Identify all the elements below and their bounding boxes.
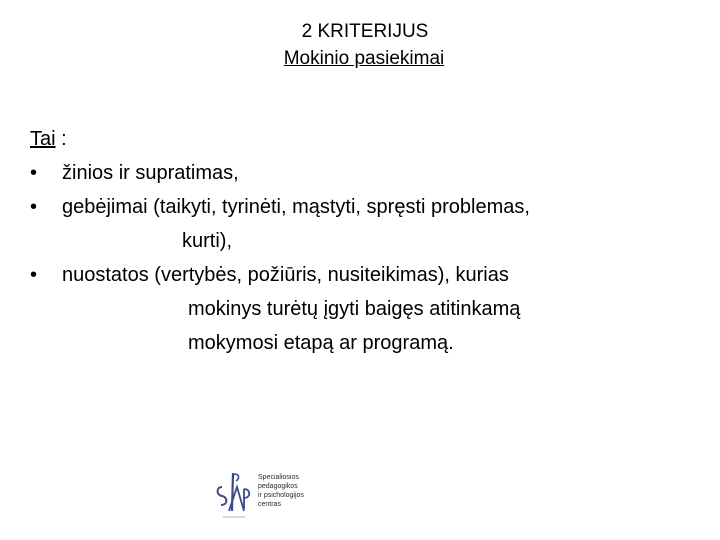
bullet-item-attitudes xyxy=(30,258,710,360)
logo-text xyxy=(258,473,304,509)
bullet-text-continuation: mokymosi etapą ar programą. xyxy=(188,332,454,354)
bullet-text-continuation: kurti), xyxy=(182,230,232,252)
bullet-list xyxy=(30,156,710,360)
logo-text-line: Specialiosios xyxy=(258,474,299,481)
bullet-icon: • xyxy=(30,196,38,218)
title-subtitle: Mokinio pasiekimai xyxy=(283,48,445,69)
bullet-text: gebėjimai (taikyti, tyrinėti, mąstyti, spręsti problemas, xyxy=(62,196,530,218)
logo-text-line: pedagogikos xyxy=(258,483,298,490)
institution-logo xyxy=(213,467,333,525)
intro-punctuation: : xyxy=(55,128,67,150)
intro-word: Tai xyxy=(30,128,56,150)
logo-text-line: centras xyxy=(258,501,281,508)
bullet-icon: • xyxy=(30,264,38,286)
intro-line xyxy=(30,122,710,156)
slide-title xyxy=(0,18,720,72)
bullet-text: žinios ir supratimas, xyxy=(62,162,239,184)
bullet-text-continuation: mokinys turėtų įgyti baigęs atitinkamą xyxy=(188,298,521,320)
slide-content xyxy=(30,122,710,360)
title-criterion: 2 KRITERIJUS xyxy=(301,21,429,42)
bullet-item-abilities xyxy=(30,190,710,258)
logo-text-line: ir psichologijos xyxy=(258,492,304,499)
bullet-item-knowledge xyxy=(30,156,710,190)
bullet-text: nuostatos (vertybės, požiūris, nusiteikimas), kurias xyxy=(62,264,509,286)
institution-logo-icon xyxy=(213,467,255,525)
bullet-icon: • xyxy=(30,162,38,184)
